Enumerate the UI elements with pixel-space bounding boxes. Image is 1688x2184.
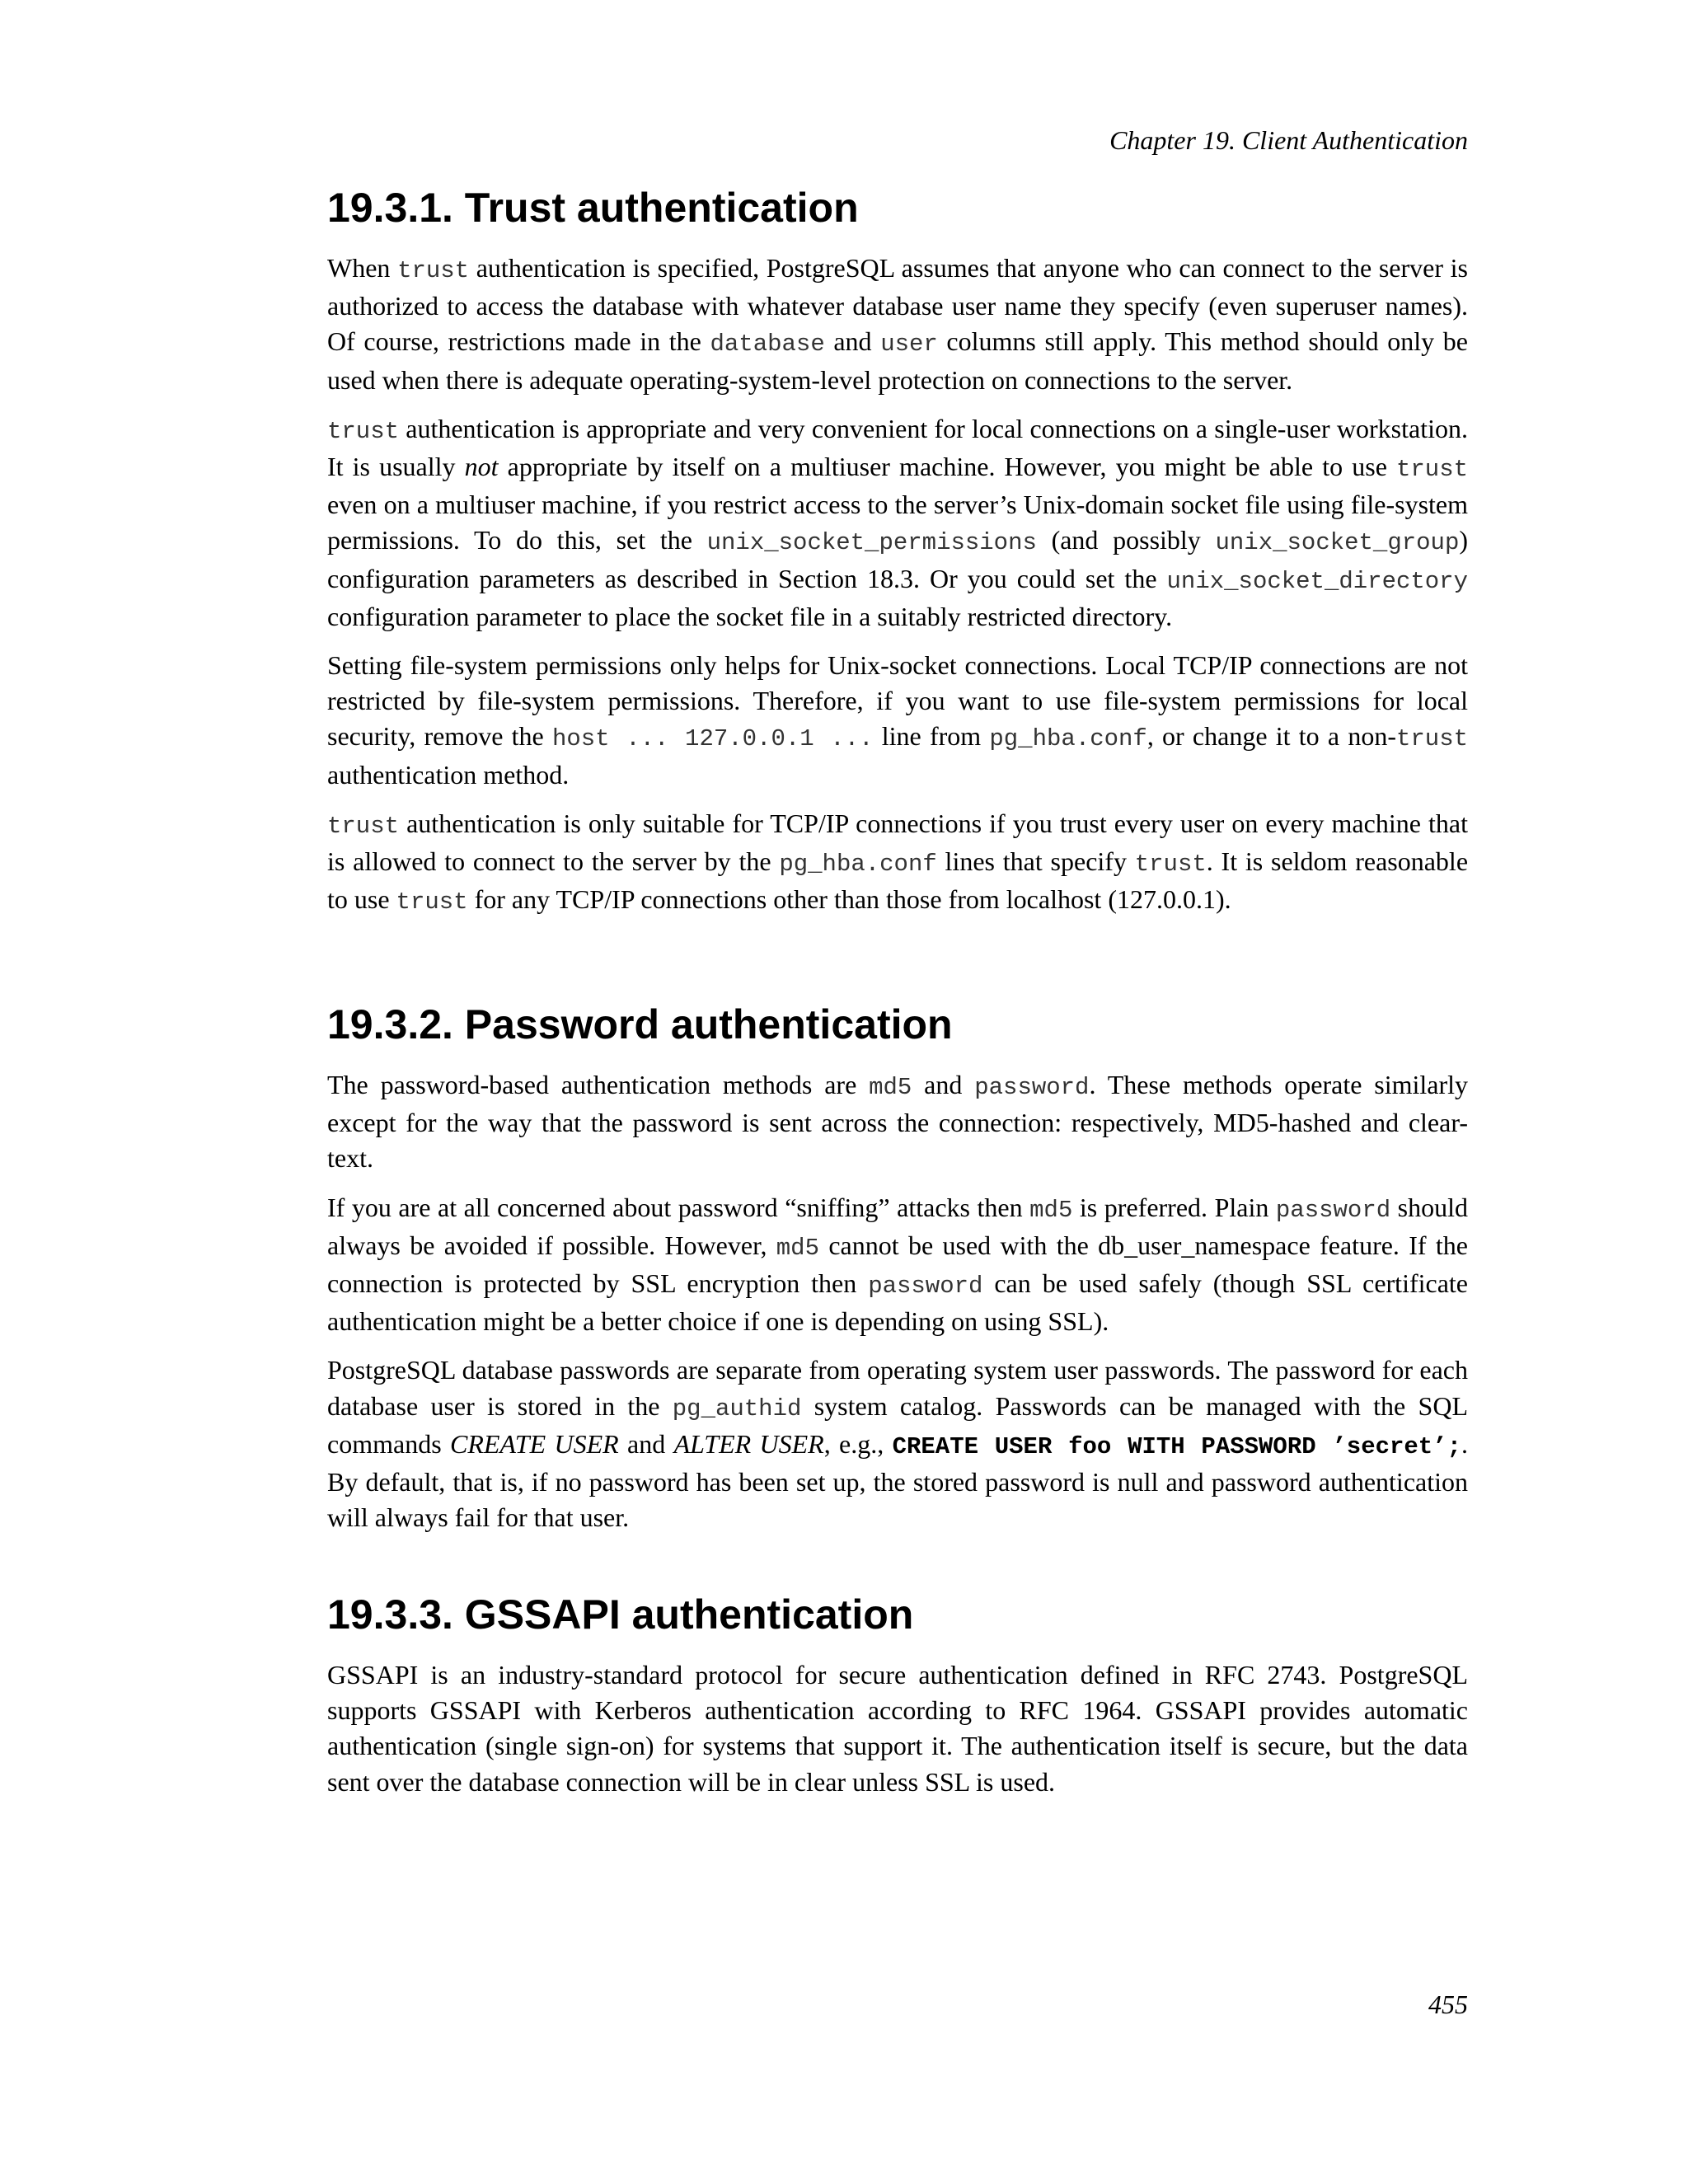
page-number: 455 <box>1428 1990 1468 2019</box>
code-literal: user <box>880 330 938 359</box>
code-literal: password <box>868 1272 983 1301</box>
section-gssapi-authentication <box>327 1590 1468 1813</box>
code-command: CREATE USER foo WITH PASSWORD ’secret’; <box>892 1432 1462 1460</box>
paragraph: When trust authentication is specified, PostgreSQL assumes that anyone who can connect to the server is authorized to access the database with whatever database user name they specify (even superuser names). Of course, restrictions made in the database and user columns still apply. This method should only be used when there is adequate operating-system-level protection on connections to the server. <box>327 253 1469 395</box>
code-literal: trust <box>1395 725 1468 753</box>
paragraph: trust authentication is appropriate and very convenient for local connections on a single-user workstation. It is usually not appropriate by itself on a multiuser machine. However, you might be able to use trust even on a multiuser machine, if you restrict access to the server’s Unix-domain socket file using file-system permissions. To do this, set the unix_socket_permissions (and possibly unix_socket_group) configuration parameters as described in Section 18.3. Or you could set the unix_socket_directory configuration parameter to place the socket file in a suitably restricted directory. <box>327 413 1469 631</box>
code-literal: trust <box>327 812 400 840</box>
running-header: Chapter 19. Client Authentication <box>1109 125 1468 155</box>
code-literal: password <box>1275 1196 1391 1224</box>
emphasis: not <box>464 452 499 482</box>
paragraph: PostgreSQL database passwords are separate from operating system user passwords. The password for each database user is stored in the pg_authid system catalog. Passwords can be managed with the SQL commands CREATE USER and ALTER USER, e.g., CREATE USER foo WITH PASSWORD ’secret’;. By default, that is, if no password has been set up, the stored password is null and password authentication will always fail for that user. <box>327 1355 1469 1533</box>
paragraph: Setting file-system permissions only helps for Unix-socket connections. Local TCP/IP connections are not restricted by file-system permissions. Therefore, if you want to use file-system permissions for local security, remove the host ... 127.0.0.1 ... line from pg_hba.conf, or change it to a non-trust authentication method. <box>327 650 1468 790</box>
code-literal: host ... 127.0.0.1 ... <box>551 725 874 753</box>
code-literal: trust <box>1134 851 1207 879</box>
section-title: 19.3.3. GSSAPI authentication <box>327 1591 914 1638</box>
paragraph: The password-based authentication methods are md5 and password. These methods operate similarly except for the way that the password is sent across the connection: respectively, MD5-hashed and clear-text. <box>327 1070 1469 1174</box>
code-literal: unix_socket_group <box>1215 529 1460 557</box>
section-password-authentication <box>327 1000 1468 1549</box>
code-literal: trust <box>397 257 470 284</box>
code-literal: md5 <box>1029 1196 1073 1224</box>
code-literal: pg_hba.conf <box>779 851 937 879</box>
code-literal: trust <box>396 888 468 916</box>
paragraph: GSSAPI is an industry-standard protocol for secure authentication defined in RFC 2743. PostgreSQL supports GSSAPI with Kerberos authentication according to RFC 1964. GSSAPI provides automatic authentication (single sign-on) for systems that support it. The authentication itself is secure, but the data sent over the database connection will be in clear unless SSL is used. <box>327 1660 1468 1797</box>
code-literal: md5 <box>776 1234 819 1262</box>
code-literal: unix_socket_permissions <box>706 529 1037 557</box>
code-literal: pg_authid <box>672 1394 802 1422</box>
code-literal: trust <box>327 417 400 445</box>
code-literal: md5 <box>869 1074 912 1101</box>
paragraph: If you are at all concerned about password “sniffing” attacks then md5 is preferred. Plain password should always be avoided if possible. However, md5 cannot be used with the db_user_namespace feature. If the connection is protected by SSL encryption then password can be used safely (though SSL certificate authentication might be a better choice if one is depending on using SSL). <box>327 1192 1469 1337</box>
section-title: 19.3.1. Trust authentication <box>327 185 859 231</box>
section-title: 19.3.2. Password authentication <box>327 1001 953 1047</box>
code-literal: trust <box>1396 456 1469 484</box>
paragraph: trust authentication is only suitable for TCP/IP connections if you trust every user on every machine that is allowed to connect to the server by the pg_hba.conf lines that specify trust. It is seldom reasonable to use trust for any TCP/IP connections other than those from localhost (127.0.0.1). <box>327 808 1469 916</box>
section-trust-authentication <box>327 183 1468 933</box>
code-literal: password <box>974 1074 1090 1101</box>
code-literal: unix_socket_directory <box>1166 567 1468 595</box>
code-literal: database <box>710 330 825 359</box>
emphasis: CREATE USER <box>449 1428 619 1459</box>
code-literal: pg_hba.conf <box>989 725 1147 753</box>
emphasis: ALTER USER <box>673 1428 824 1459</box>
